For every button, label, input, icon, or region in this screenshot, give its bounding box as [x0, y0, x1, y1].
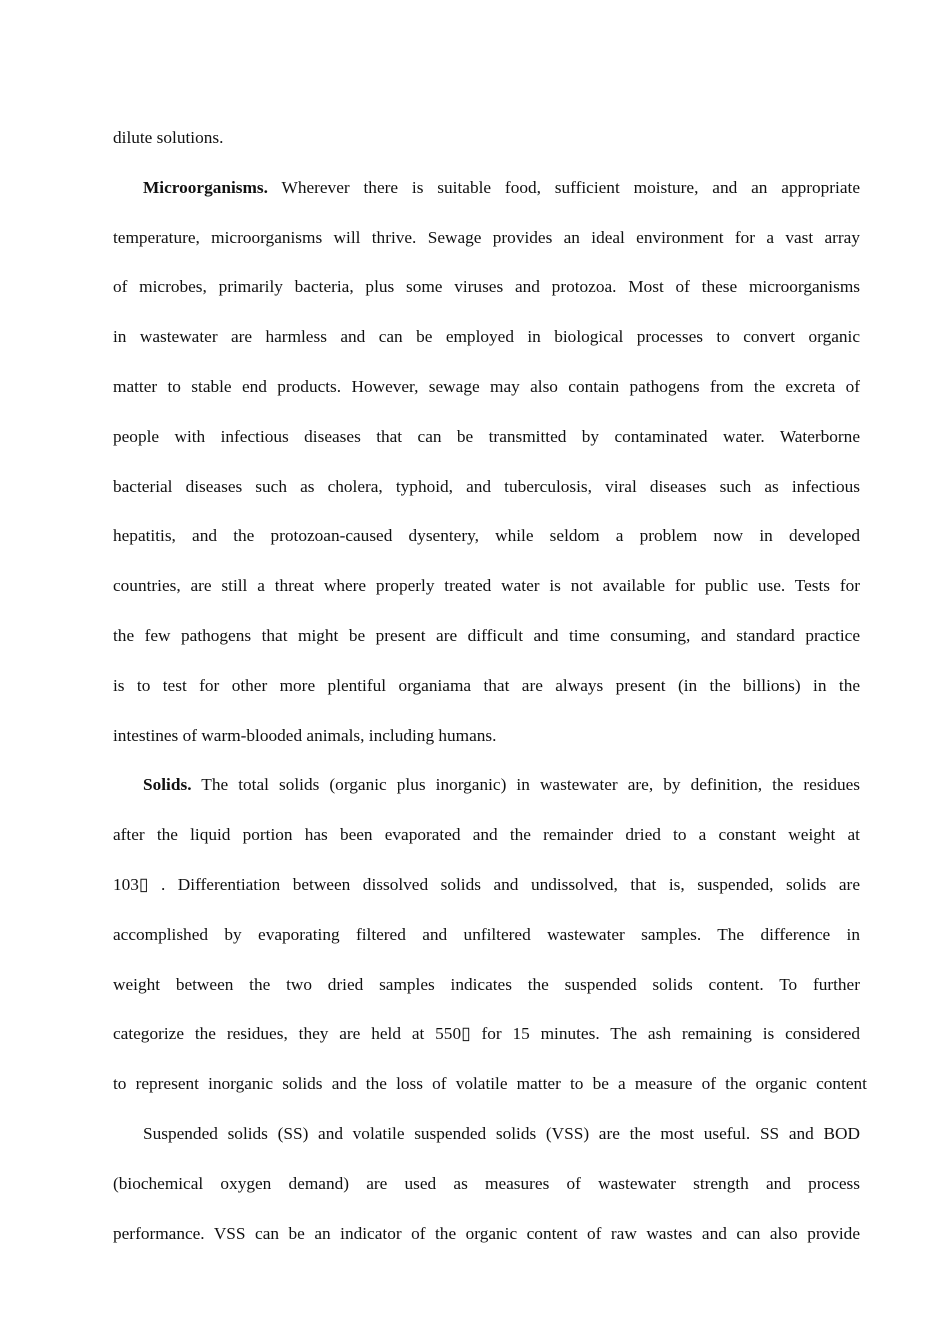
text-line: is to test for other more plentiful organiama that are always present (in the billions) in the	[113, 675, 860, 695]
paragraph-solids-first-line	[113, 773, 860, 823]
text-line: Wherever there is suitable food, sufficient moisture, and an appropriate	[267, 177, 860, 197]
text-line: The total solids (organic plus inorganic) in wastewater are, by definition, the residues	[191, 775, 860, 795]
text-line: intestines of warm-blooded animals, including humans.	[113, 725, 497, 745]
text-line: matter to stable end products. However, sewage may also contain pathogens from the excreta of	[113, 376, 860, 396]
text-line: the few pathogens that might be present are difficult and time consuming, and standard practice	[113, 625, 860, 645]
document-page	[113, 126, 867, 1271]
text-line: dilute solutions.	[113, 128, 224, 147]
text-line: in wastewater are harmless and can be employed in biological processes to convert organic	[113, 327, 860, 347]
text-line: 103▯ . Differentiation between dissolved solids and undissolved, that is, suspended, solids are	[113, 874, 860, 894]
text-line: categorize the residues, they are held at 550▯ for 15 minutes. The ash remaining is considered	[113, 1024, 860, 1044]
text-line: Suspended solids (SS) and volatile suspended solids (VSS) are the most useful. SS and BOD	[143, 1123, 860, 1143]
text-line: after the liquid portion has been evaporated and the remainder dried to a constant weight at	[113, 825, 860, 845]
paragraph-microorganisms-first-line	[113, 176, 860, 226]
heading-microorganisms: Microorganisms.	[143, 177, 268, 197]
text-line: temperature, microorganisms will thrive. Sewage provides an ideal environment for a vast array	[113, 227, 860, 247]
text-line: people with infectious diseases that can be transmitted by contaminated water. Waterborne	[113, 426, 860, 446]
text-line: to represent inorganic solids and the loss of volatile matter to be a measure of the organic content	[113, 1074, 867, 1094]
text-line: hepatitis, and the protozoan-caused dysentery, while seldom a problem now in developed	[113, 526, 860, 546]
text-line: weight between the two dried samples indicates the suspended solids content. To further	[113, 974, 860, 994]
heading-solids: Solids.	[143, 775, 192, 795]
text-line: countries, are still a threat where properly treated water is not available for public use. Tests for	[113, 576, 860, 596]
text-line: (biochemical oxygen demand) are used as measures of wastewater strength and process	[113, 1173, 860, 1193]
text-line: accomplished by evaporating filtered and unfiltered wastewater samples. The difference in	[113, 924, 860, 944]
text-line: performance. VSS can be an indicator of the organic content of raw wastes and can also provide	[113, 1223, 860, 1243]
text-line: of microbes, primarily bacteria, plus some viruses and protozoa. Most of these microorganisms	[113, 277, 860, 297]
text-line: bacterial diseases such as cholera, typhoid, and tuberculosis, viral diseases such as infectious	[113, 476, 860, 496]
